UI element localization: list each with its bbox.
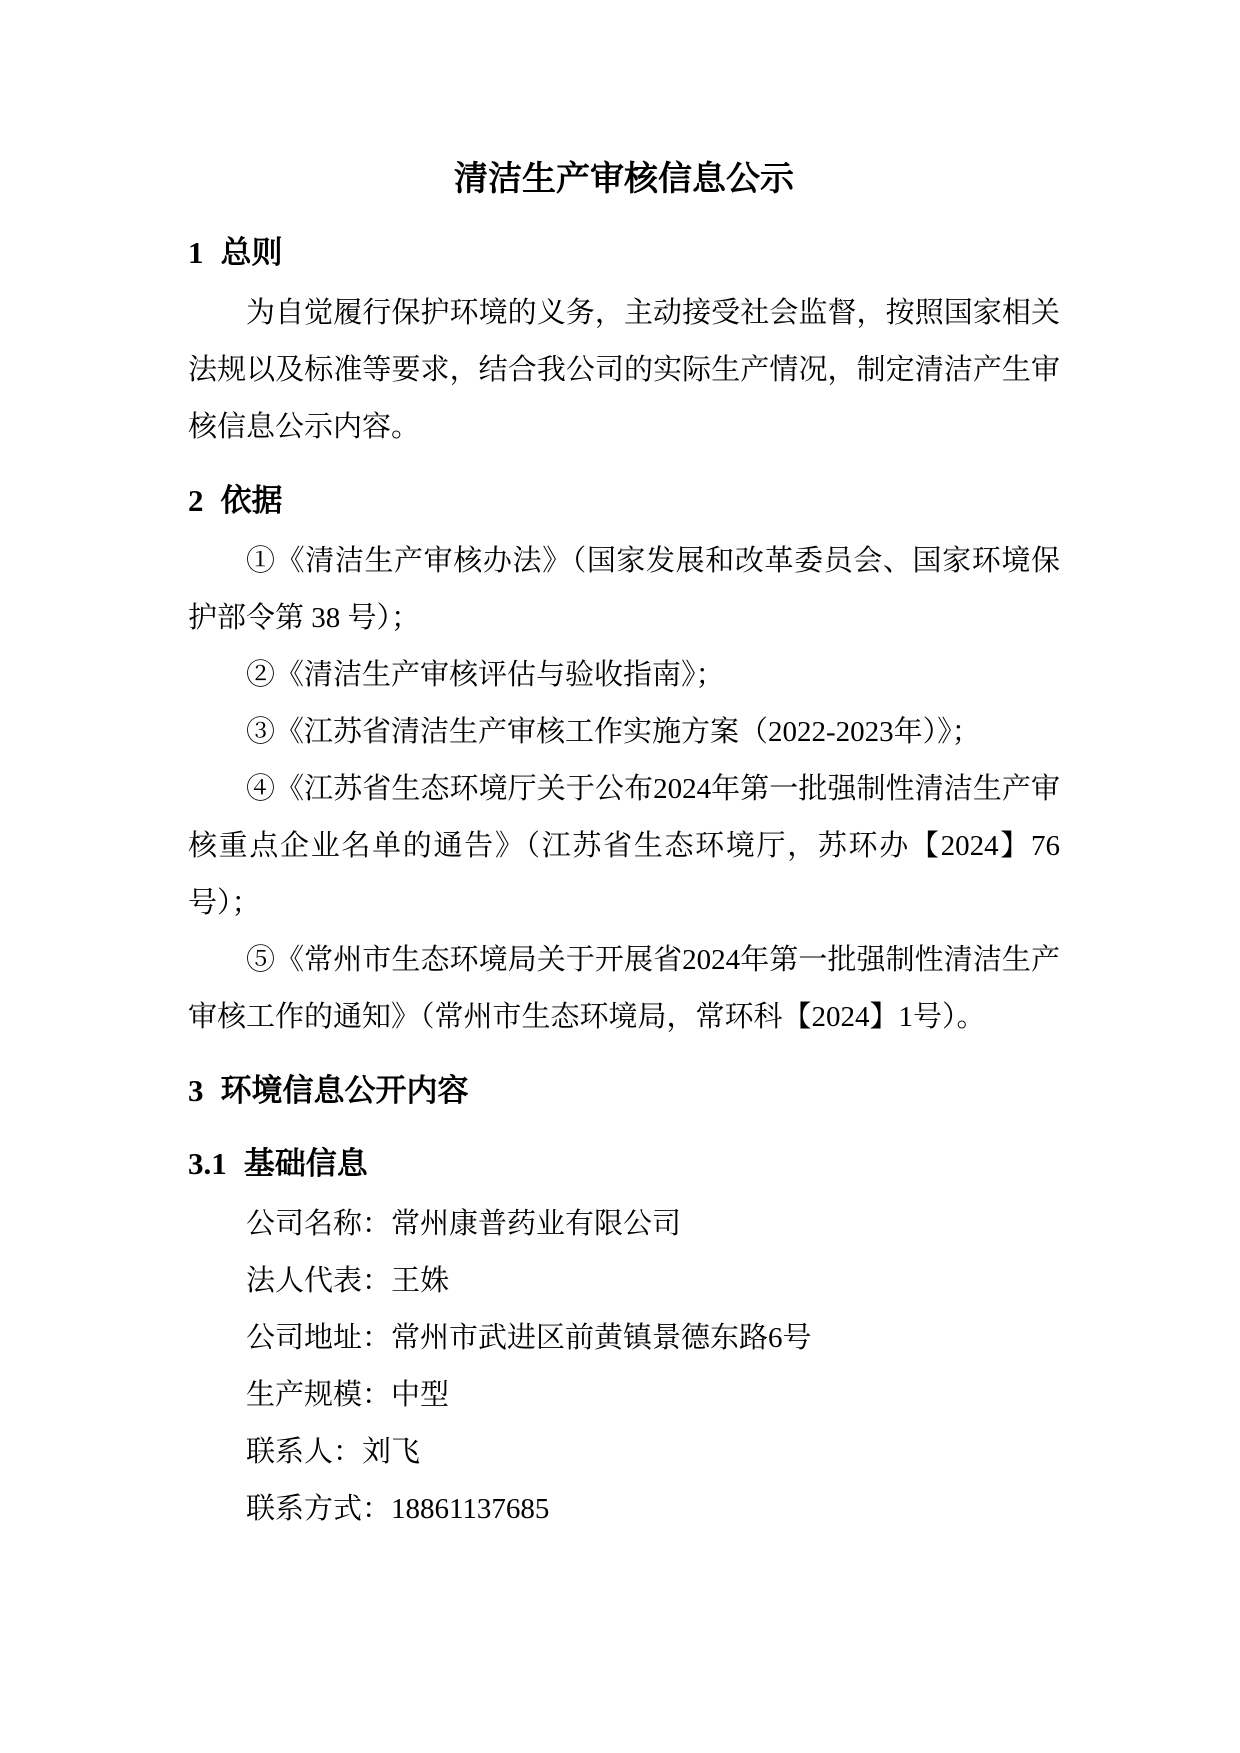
heading-label: 基础信息 [243,1146,368,1181]
heading-number: 3 [188,1073,204,1108]
reference-item-2 [188,647,1060,704]
heading-number: 2 [188,483,204,518]
reference-item-3 [188,704,1060,761]
text-line: 号）； [188,887,261,919]
reference-item-5 [188,932,1060,1046]
text-line: 核重点企业名单的通告》（江苏省生态环境厅，苏环办【2024】76 [188,830,1060,862]
production-scale-line: 生产规模：中型 [246,1379,450,1411]
paragraph-general [188,285,1060,456]
text-line: 法规以及标准等要求，结合我公司的实际生产情况，制定清洁产生审 [188,354,1060,386]
heading-number: 3.1 [188,1146,227,1181]
text-line: ⑤《常州市生态环境局关于开展省2024年第一批强制性清洁生产 [246,944,1060,976]
company-address-line: 公司地址：常州市武进区前黄镇景德东路6号 [246,1322,812,1354]
text-line: 为自觉履行保护环境的义务，主动接受社会监督，按照国家相关 [246,297,1060,329]
text-line: 审核工作的通知》（常州市生态环境局，常环科【2024】1号）。 [188,1001,986,1033]
reference-item-1 [188,533,1060,647]
text-line: ②《清洁生产审核评估与验收指南》； [246,659,725,691]
contact-person-line: 联系人：刘飞 [246,1436,421,1468]
heading-3-disclosure [188,1062,1060,1119]
text-line: 核信息公示内容。 [188,411,421,443]
document-title: 清洁生产审核信息公示 [454,161,794,198]
reference-item-4 [188,761,1060,932]
heading-2-basis [188,472,1060,529]
text-line: 护部令第 38 号）； [188,602,421,634]
contact-phone-line: 联系方式：18861137685 [246,1493,550,1525]
text-line: ①《清洁生产审核办法》（国家发展和改革委员会、国家环境保 [246,545,1060,577]
company-name-line: 公司名称：常州康普药业有限公司 [246,1208,682,1240]
heading-label: 依据 [220,483,283,518]
text-line: ③《江苏省清洁生产审核工作实施方案（2022-2023年）》； [246,716,981,748]
legal-representative-line: 法人代表：王姝 [246,1265,450,1297]
heading-1-general [188,224,1060,281]
text-line: ④《江苏省生态环境厅关于公布2024年第一批强制性清洁生产审 [246,773,1060,805]
heading-label: 环境信息公开内容 [220,1073,469,1108]
heading-3-1-basic-info [188,1135,1060,1192]
heading-number: 1 [188,235,204,270]
heading-label: 总则 [220,235,283,270]
